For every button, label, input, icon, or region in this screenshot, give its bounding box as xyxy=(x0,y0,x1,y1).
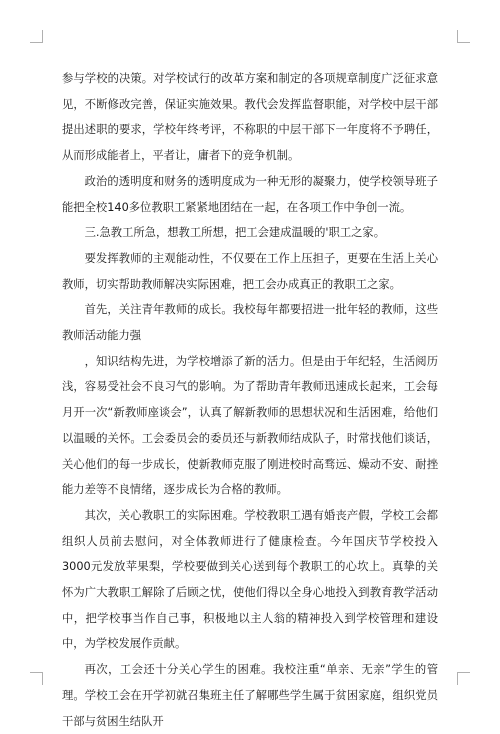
paragraph: 三.急教工所急，想教工所想，把工会建成温暖的'职工之家。 xyxy=(84,226,386,240)
paragraph: 政治的透明度和财务的透明度成为一种无形的凝聚力，使学校领导班子能把全校140多位教职工紧紧地团结在一起，在各项工作中争创一流。 xyxy=(62,174,438,214)
paragraph: 其次，关心教职工的实际困难。学校教职工遇有婚丧产假，学校工会都组织人员前去慰问，对全体教师进行了健康检查。今年国庆节学校投入3000元发放苹果梨，学校要做到关心送到每个教职工的心坎上。真挚的关怀为广大教职工解除了后顾之忧，使他们得以全身心地投入到教育教学活动中，把学校事当作自己事，积极地以主人翁的精神投入到学校管理和建设中，为学校发展作贡献。 xyxy=(62,508,438,651)
crop-mark-bottom-right xyxy=(457,672,470,685)
paragraph: ，知识结构先进，为学校增添了新的活力。但是由于年纪轻，生活阅历浅，容易受社会不良习气的影响。为了帮助青年教师迅速成长起来，工会每月开一次“新教师座谈会”，认真了解新教师的思想状况和生活困难，给他们以温暖的关怀。工会委员会的委员还与新教师结成队子，时常找他们谈话，关心他们的每一步成长，使新教师克服了刚进校时高骛远、燥动不安、耐挫能力差等不良情绪，逐步成长为合格的教师。 xyxy=(62,354,438,497)
crop-mark-top-left xyxy=(30,30,43,43)
crop-mark-bottom-left xyxy=(30,672,43,685)
paragraph: 参与学校的决策。对学校试行的改革方案和制定的各项规章制度广泛征求意见，不断修改完善，保证实施效果。教代会发挥监督职能，对学校中层干部提出述职的要求，学校年终考评，不称职的中层干部下一年度将不予聘任，从而形成能者上，平者让，庸者下的竞争机制。 xyxy=(62,72,438,163)
paragraph: 要发挥教师的主观能动性，不仅要在工作上压担子，更要在生活上关心教师，切实帮助教师解决实际困难，把工会办成真正的教职工之家。 xyxy=(62,251,438,291)
document-body xyxy=(62,66,438,734)
paragraph: 首先，关注青年教师的成长。我校每年都要招进一批年轻的教师，这些教师活动能力强 xyxy=(62,303,438,343)
paragraph: 再次，工会还十分关心学生的困难。我校注重“单亲、无亲”学生的管理。学校工会在开学初就召集班主任了解哪些学生属于贫困家庭，组织党员干部与贫困生结队开 xyxy=(62,663,438,728)
crop-mark-top-right xyxy=(457,30,470,43)
